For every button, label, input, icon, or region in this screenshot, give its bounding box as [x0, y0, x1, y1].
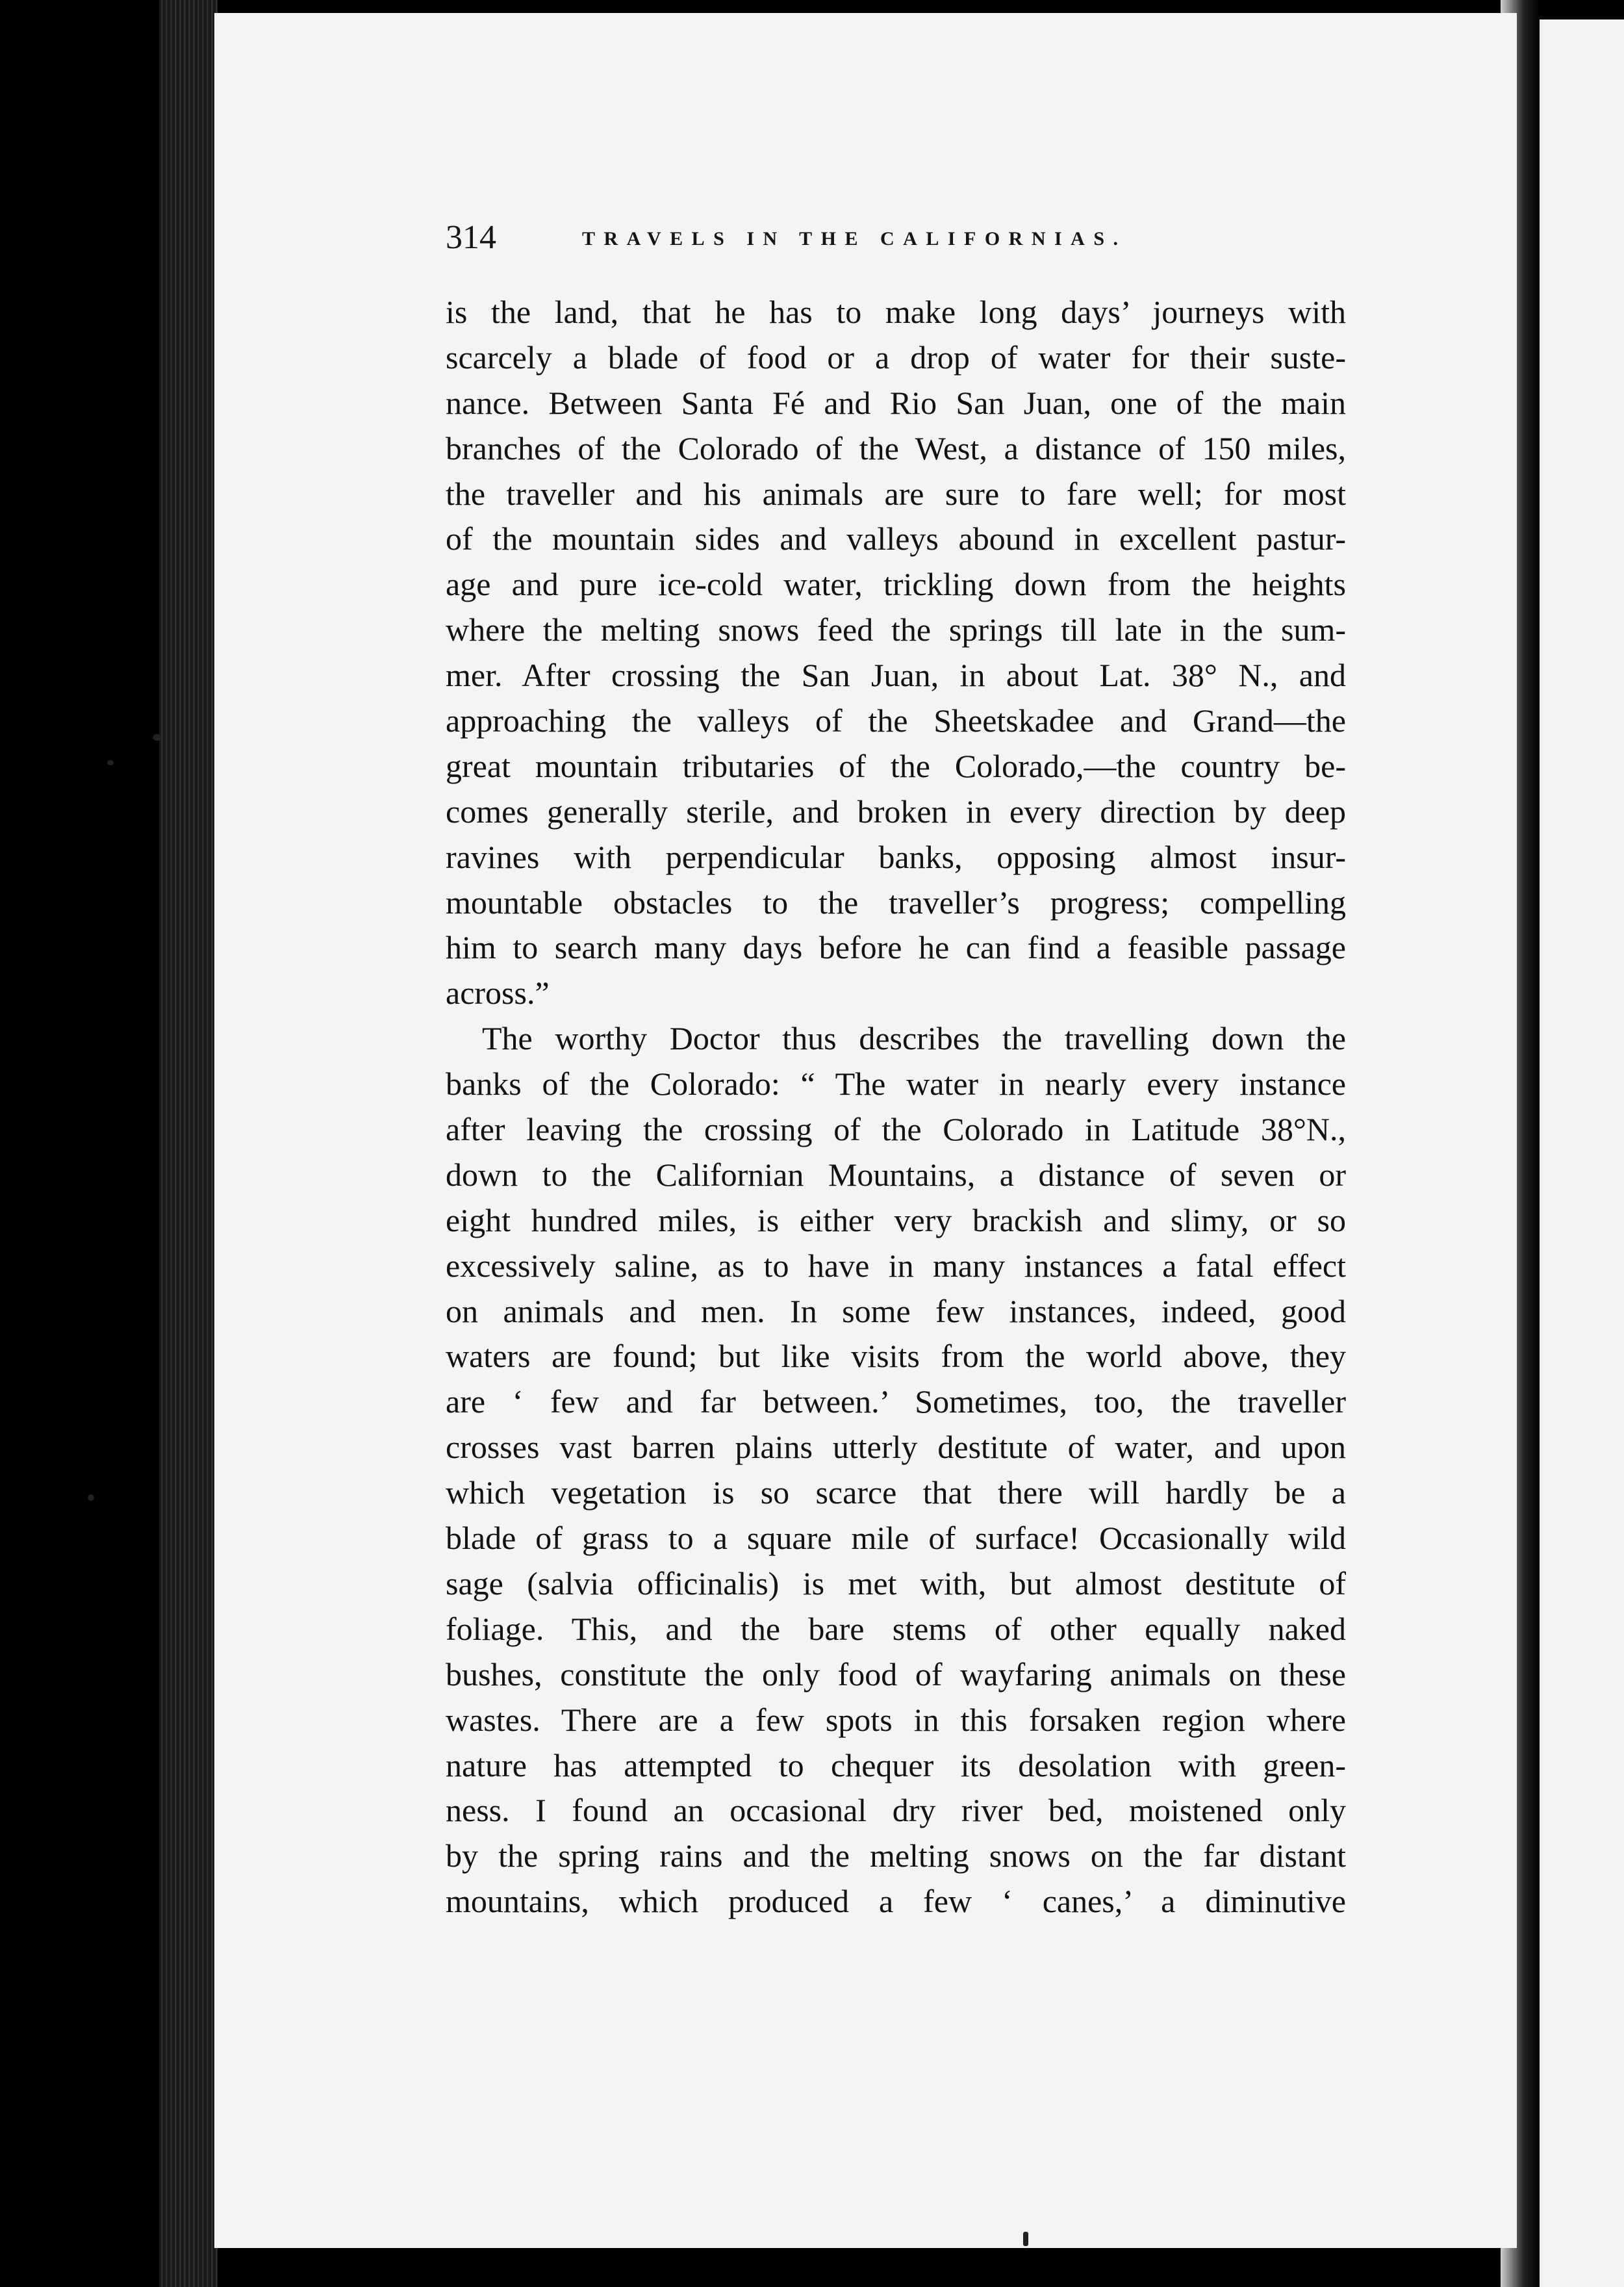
scan-speck — [1023, 2232, 1028, 2246]
text-line: after leaving the crossing of the Colorado in Latitude 38°N., — [446, 1111, 1346, 1148]
text-line: where the melting snows feed the springs till late in the sum- — [446, 611, 1346, 648]
text-line: branches of the Colorado of the West, a distance of 150 miles, — [446, 429, 1346, 466]
text-line: on animals and men. In some few instances, indeed, good — [446, 1292, 1346, 1329]
text-line: sage (salvia officinalis) is met with, but almost destitute of — [446, 1565, 1346, 1602]
text-line: scarcely a blade of food or a drop of water for their suste- — [446, 339, 1346, 376]
page-header — [446, 218, 1219, 257]
text-line: banks of the Colorado: “ The water in nearly every instance — [446, 1066, 1346, 1103]
text-line: crosses vast barren plains utterly destitute of water, and upon — [446, 1429, 1346, 1466]
text-line: is the land, that he has to make long days’ journeys with — [446, 294, 1346, 330]
text-line: are ‘ few and far between.’ Sometimes, too, the traveller — [446, 1383, 1346, 1420]
text-line: him to search many days before he can find a feasible passage — [446, 929, 1346, 966]
page-number: 314 — [446, 219, 496, 256]
running-title: TRAVELS IN THE CALIFORNIAS. — [582, 228, 1127, 249]
text-line: ravines with perpendicular banks, opposing almost insur- — [446, 838, 1346, 875]
scan-speck — [88, 1494, 94, 1501]
text-line: of the mountain sides and valleys abound in excellent pastur- — [446, 520, 1346, 557]
text-line: wastes. There are a few spots in this forsaken region where — [446, 1701, 1346, 1738]
text-line: blade of grass to a square mile of surface! Occasionally wild — [446, 1520, 1346, 1557]
text-line: which vegetation is so scarce that there will hardly be a — [446, 1474, 1346, 1511]
scan-speck — [107, 760, 114, 765]
text-line: comes generally sterile, and broken in every direction by deep — [446, 793, 1346, 830]
text-line: bushes, constitute the only food of wayfaring animals on these — [446, 1655, 1346, 1693]
book-page-edges — [159, 0, 218, 2287]
text-line: foliage. This, and the bare stems of other equally naked — [446, 1610, 1346, 1647]
text-line: age and pure ice-cold water, trickling down from the heights — [446, 566, 1346, 603]
text-line: eight hundred miles, is either very brackish and slimy, or so — [446, 1201, 1346, 1238]
text-line: the traveller and his animals are sure to fare well; for most — [446, 475, 1346, 512]
text-line: The worthy Doctor thus describes the travelling down the — [482, 1020, 1346, 1057]
text-line: by the spring rains and the melting snows on the far distant — [446, 1837, 1346, 1874]
facing-page-edge — [1540, 19, 1624, 2287]
text-line: down to the Californian Mountains, a distance of seven or — [446, 1156, 1346, 1193]
text-line: mountable obstacles to the traveller’s progress; compelling — [446, 884, 1346, 921]
text-line: excessively saline, as to have in many instances a fatal effect — [446, 1247, 1346, 1284]
scan-speck — [153, 734, 162, 741]
text-line: great mountain tributaries of the Colorado,—the country be- — [446, 747, 1346, 784]
text-line: mer. After crossing the San Juan, in about Lat. 38° N., and — [446, 657, 1346, 694]
text-line: approaching the valleys of the Sheetskadee and Grand—the — [446, 702, 1346, 739]
text-line: mountains, which produced a few ‘ canes,’ a diminutive — [446, 1883, 1346, 1920]
body-text — [446, 290, 1346, 1924]
text-line: nance. Between Santa Fé and Rio San Juan, one of the main — [446, 384, 1346, 421]
text-line: waters are found; but like visits from the world above, they — [446, 1338, 1346, 1375]
text-line: nature has attempted to chequer its desolation with green- — [446, 1746, 1346, 1783]
text-line: across.” — [446, 975, 550, 1012]
text-line: ness. I found an occasional dry river bed, moistened only — [446, 1792, 1346, 1829]
